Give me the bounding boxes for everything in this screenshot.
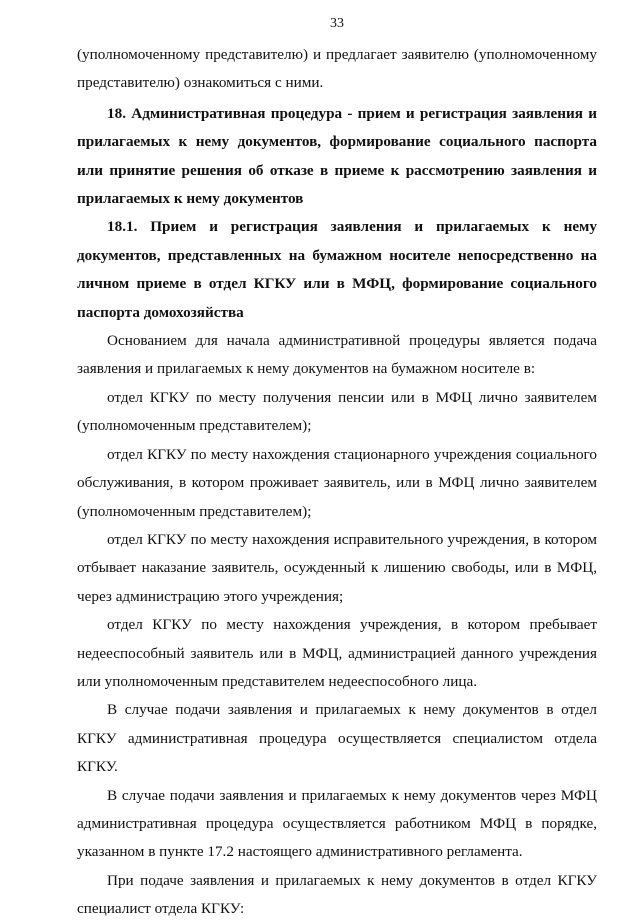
list-item-correctional-institution: отдел КГКУ по месту нахождения исправительного учреждения, в котором отбывает наказание заявитель, осужденный к лишению свободы, или в МФЦ, через администрацию этого учреждения; [77, 530, 597, 605]
document-body [77, 41, 597, 924]
section-heading-18: 18. Административная процедура - прием и регистрация заявления и прилагаемых к нему документов, формирование социального паспорта или принятие решения об отказе в приеме к рассмотрению заявления и прилагаемых к нему документов [77, 104, 597, 208]
paragraph-kgku-specialist: В случае подачи заявления и прилагаемых к нему документов в отдел КГКУ административная процедура осуществляется специалистом отдела КГКУ. [77, 701, 597, 776]
list-item-social-institution: отдел КГКУ по месту нахождения стационарного учреждения социального обслуживания, в котором проживает заявитель, или в МФЦ лично заявителем (уполномоченным представителем); [77, 445, 597, 520]
paragraph-basis: Основанием для начала административной процедуры является подача заявления и прилагаемых к нему документов на бумажном носителе в: [77, 332, 597, 378]
paragraph-mfc-worker: В случае подачи заявления и прилагаемых к нему документов через МФЦ административная процедура осуществляется работником МФЦ в порядке, указанном в пункте 17.2 настоящего административного регламента. [77, 786, 597, 861]
list-item-incapacitated-applicant: отдел КГКУ по месту нахождения учреждения, в котором пребывает недееспособный заявитель или в МФЦ, администрацией данного учреждения или уполномоченным представителем недееспособного лица. [77, 616, 597, 690]
list-item-pension-office: отдел КГКУ по месту получения пенсии или в МФЦ лично заявителем (уполномоченным представителем); [77, 388, 597, 435]
page-number: 33 [330, 16, 344, 31]
paragraph-kgku-submission: При подаче заявления и прилагаемых к нему документов в отдел КГКУ специалист отдела КГКУ: [77, 871, 597, 918]
paragraph-continuation: (уполномоченному представителю) и предлагает заявителю (уполномоченному представителю) ознакомиться с ними. [77, 46, 597, 92]
subsection-heading-18-1: 18.1. Прием и регистрация заявления и прилагаемых к нему документов, представленных на бумажном носителе непосредственно на личном приеме в отдел КГКУ или в МФЦ, формирование социального паспорта домохозяйства [77, 218, 597, 321]
document-page [77, 0, 597, 918]
